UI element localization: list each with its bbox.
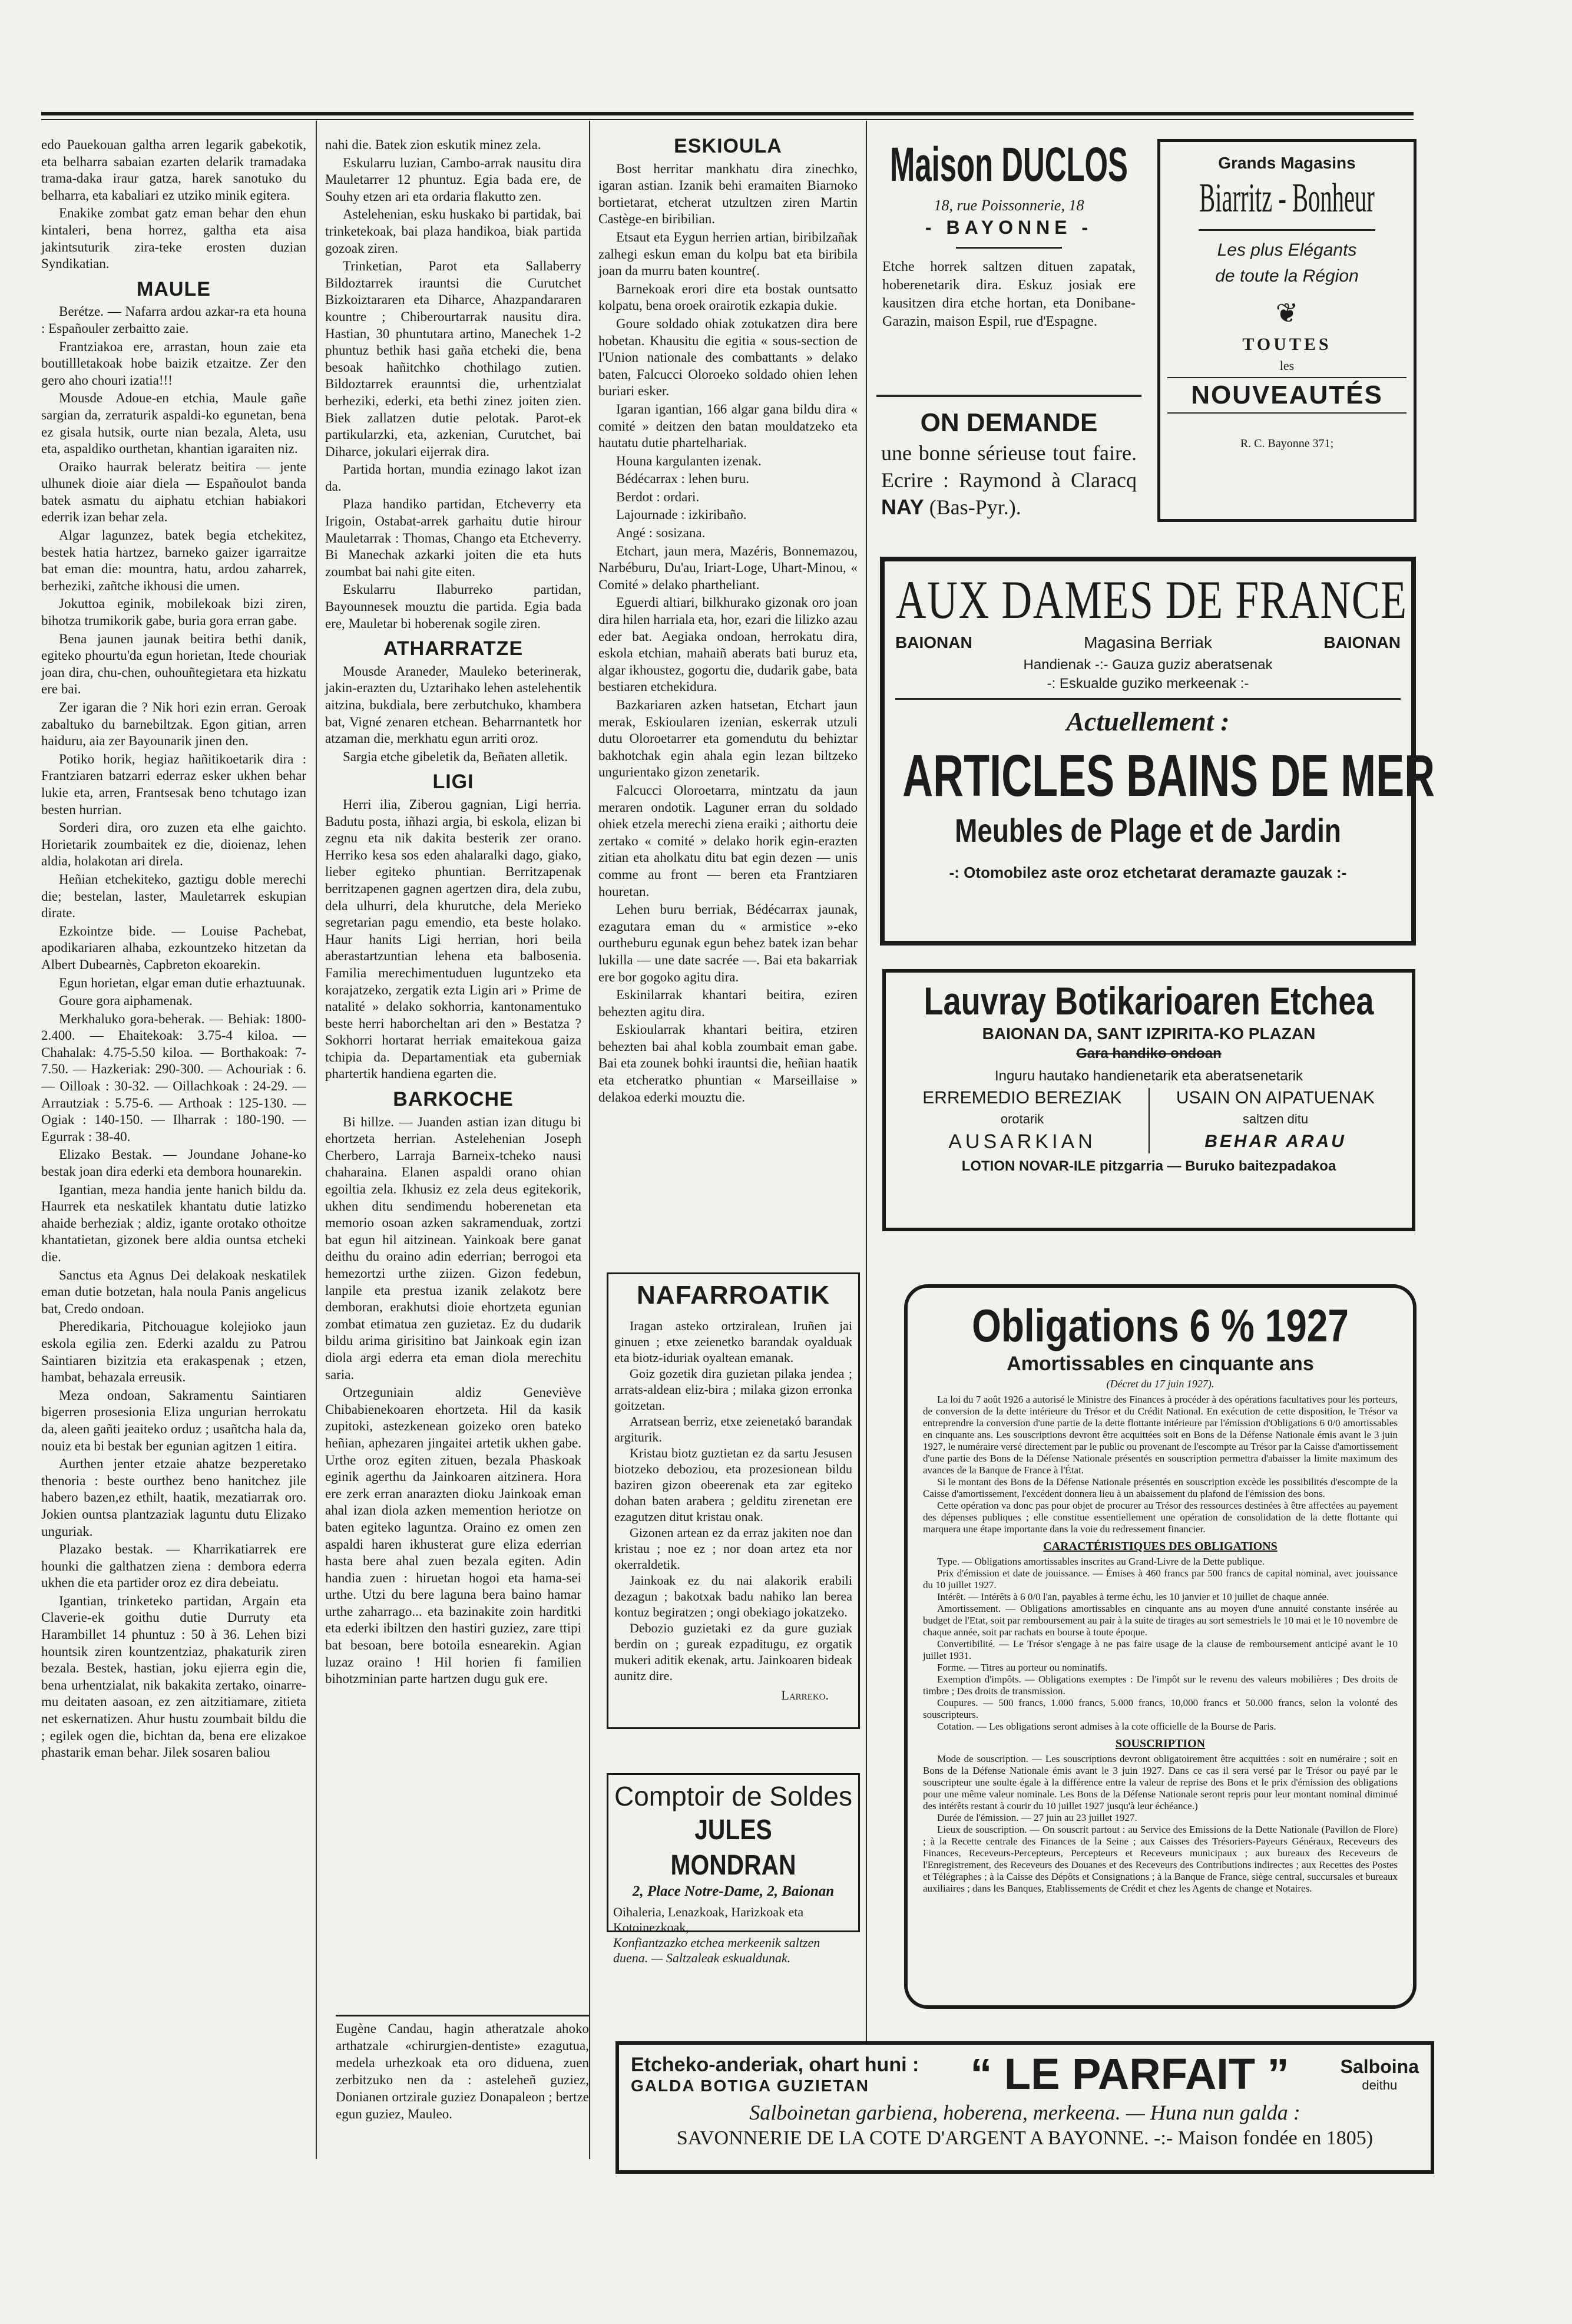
paragraph: Plaza handiko partidan, Etcheverry eta Irigoin, Ostabat-arrek garhaitu dutie hirour Mauletarrak : Thomas, Chango eta Etcheverry. Bi Manechak azkarki joiten die eta huts zoumbat bai nahi gite eiten. bbox=[325, 497, 581, 579]
ad-left bbox=[631, 2054, 919, 2095]
obligations-ad bbox=[904, 1284, 1417, 2009]
ad-line: Konfiantzazko etchea merkeenik saltzen duena. — Saltzaleak eskualdunak. bbox=[613, 1935, 820, 1965]
paragraph: Falcucci Oloroetarra, mintzatu da jaun meraren ondotik. Laguner erran du soldado ohiek etzela merechi ziena eraiki ; aithortu deie zertako « comité » delako horik egin-erazten zitian eta aholkatu ditu bat egin dezen — unis comme au front — beren eta Frantziaren houretan. bbox=[598, 782, 858, 899]
signature: Larreko. bbox=[781, 1688, 829, 1702]
ad-line: AUSARKIAN bbox=[948, 1130, 1096, 1153]
paragraph: Lehen buru berriak, Bédécarrax jaunak, ezagutara eman du « armistice »-eko ourtheburu egunak egun behez batek izan behar lukilla — une date sacrée —. Bai eta bakarriak ere bor gogoko agitu dira. bbox=[598, 902, 858, 984]
section-heading-eskioula: ESKIOULA bbox=[674, 135, 782, 157]
paragraph: Kristau biotz guztietan ez da sartu Jesusen biotzeko deboziou, eta prozesionean bildu baziren gizon obeerenak eta zar egiteko dohan baten arabera ; gelditu zirenetan ere ezagutzen ditut kristau onak. bbox=[614, 1446, 852, 1524]
paragraph: Etchart, jaun mera, Mazéris, Bonnemazou, Narbéburu, Du'au, Iriart-Loge, Uhart-Minou, « Comité » delako phartheliant. bbox=[598, 543, 858, 592]
paragraph: Berétze. — Nafarra ardou azkar-ra eta houna : Españouler zerbaitto zaie. bbox=[41, 304, 306, 336]
comptoir-de-soldes-ad bbox=[607, 1773, 860, 1965]
paragraph: Eskularru Ilaburreko partidan, Bayounnesek mouztu die partida. Egia bada ere, Mauletar bi hoberenak sogile ziren. bbox=[325, 582, 581, 631]
paragraph: Eguerdi altiari, bilkhurako gizonak oro joan dira hilen harriala eta, hor, ezari die lilizko azau eder bat. Aegiaka ondoan, herrokatu dira, eskola etchian, mahaiñ aberats bati buruz eta, algar ikhoustez, gogortu die, dudarik gabe, bata bestiaren etchekidura. bbox=[598, 595, 858, 695]
paragraph: Cotation. — Les obligations seront admises à la cote officielle de la Bourse de Paris. bbox=[937, 1721, 1276, 1732]
paragraph: Sanctus eta Agnus Dei delakoak neskatilek eman dutie botzetan, hala noula Panis angelicus bat, Credo ondoan. bbox=[41, 1267, 306, 1316]
lauvray-ad bbox=[882, 969, 1415, 1231]
paragraph: Potiko horik, hegiaz hañitikoetarik dira : Frantziaren batzarri ederraz esker ukhen behar lukie eta, arren, Frantsesak beno tchutago izan besten hurrian. bbox=[41, 751, 306, 817]
paragraph: La loi du 7 août 1926 a autorisé le Ministre des Finances à procéder à des opérations facultatives pour les porteurs, de conversion de la dette intérieure du Trésor et du Crédit National. En exécution de cette disposition, le Trésor va entreprendre la conversion d'une partie de la dette flottante intérieure par l'émission d'Obligations 6 0/0 amortissables en cinquante ans. Les souscriptions devront être acquittées soit en Bons de la Défense Nationale émis avant le 3 juin 1927, le numéraire versé directement par le public ou provenant de l'escompte au Trésor par la Caisse d'amortissement d'une partie des Bons de la Défense Nationale présentés en souscription permettra d'abaisser la limite maximum des avances de la Banque de France à l'État. bbox=[923, 1394, 1398, 1476]
ad-body bbox=[876, 439, 1141, 521]
paragraph: Durée de l'émission. — 27 juin au 23 juillet 1927. bbox=[937, 1812, 1137, 1823]
paragraph: Lieux de souscription. — On souscrit partout : au Service des Emissions de la Dette Nationale (Pavillon de Flore) ; à la Recette centrale des Finances de la Seine ; aux Caisses des Trésoriers-Payeurs Généraux, Receveurs des Finances, Receveurs-Percepteurs, Percepteurs et Receveurs municipaux ; aux bureaux des Receveurs de l'Enregistrement, des Receveurs des Douanes et des Receveurs des Contributions indirectes ; aux Recettes des Postes et Télégraphes ; à la Caisse des Dépôts et Consignations ; à la Banque de France, siège central, succursales et bureaux auxiliaires ; dans les Banques, Etablissements de Crédit et chez les Agents de change et Notaires. bbox=[923, 1824, 1398, 1894]
ad-name: JULES MONDRAN bbox=[670, 1814, 796, 1881]
ad-line: TOUTES bbox=[1242, 335, 1332, 354]
paragraph: Exemption d'impôts. — Obligations exemptes : De l'impôt sur le revenu des valeurs mobilières ; Des droits de timbre ; Des droits de transmission. bbox=[923, 1674, 1398, 1697]
ad-title: AUX DAMES DE FRANCE bbox=[895, 570, 1408, 630]
divider bbox=[956, 247, 1062, 249]
section-heading-atharratze: ATHARRATZE bbox=[383, 637, 524, 660]
paragraph: Bi hillze. — Juanden astian izan ditugu bi ehortzeta herrian. Astelehenian Joseph Cherbero, Larraja Barneix-tcheko nausi chaharaina. Elanen aspaldi orano ohian egoiltia zela. Ikhusiz ez zela deus egitekorik, ukhen ditu sendimendu hoberenetan eta memorio osoan azken sakramenduak, zortzi bat egun hil aitzinean. Yainkoak bere ganat deithu du oraino adin ederrian; berrogoi eta hemezortzi urthe ziizen. Gizon fedebun, lanpile eta prestua izanik zelakotz bere demboran, erakhutsi dioie ehortzeta egunian zombat etimatua zen guzietaz. Ez du dudarik bildu arima girisitino bat Jainkoak egin izan diola argi ederra eta eman diola merechitu saria. bbox=[325, 1114, 581, 1382]
paragraph: Algar lagunzez, batek begia etchekitez, bestek hatia hartzez, barneko gaizer igarraitze bat eman die: mountra, hatu, ardou zaharrek, berheziki, zañtche ikhousi die umen. bbox=[41, 528, 306, 593]
ad-brand: “ LE PARFAIT ” bbox=[970, 2049, 1289, 2098]
paragraph: Pheredikaria, Pitchouague kolejioko jaun eskola egilia zen. Ederki azaldu zu Patrou Saintiaren bizitzia eta erakaspenak ; etzen, hambat, behazala erreusik. bbox=[41, 1319, 306, 1385]
paragraph: Astelehenian, esku huskako bi partidak, bai trinketekoak, bai plaza handikoa, biak partida gozoak ziren. bbox=[325, 207, 581, 256]
paragraph: Eskularru luzian, Cambo-arrak nausitu dira Mauletarrer 12 phuntuz. Egia bada ere, de Souhy etzen ari eta ordaria flakutto zen. bbox=[325, 155, 581, 204]
ad-city: - BAYONNE - bbox=[925, 217, 1093, 238]
paragraph: Barnekoak erori dire eta bostak ountsatto kolpatu, bena oroek orairotik ezkapia dukie. bbox=[598, 281, 858, 313]
paragraph: Goure gora aiphamenak. bbox=[59, 993, 193, 1009]
paragraph: Berdot : ordari. bbox=[616, 489, 700, 504]
paragraph: Elizako Bestak. — Joundane Johane-ko bestak joan dira ederki eta dembora hounarekin. bbox=[41, 1147, 306, 1179]
paragraph: Igaran igantian, 166 algar gana bildu dira « comité » deitzen den batan mouldatzeko eta hautatu dutie phartelhariak. bbox=[598, 401, 858, 451]
ad-city: BAIONAN bbox=[1323, 633, 1401, 652]
paragraph: Frantziakoa ere, arrastan, houn zaie eta boutillletakoak hobe baizik etzaitze. Zer den gero aho chouri izatia!!! bbox=[41, 339, 306, 388]
ad-left bbox=[896, 1088, 1150, 1153]
paragraph: Bédécarrax : lehen buru. bbox=[616, 471, 750, 487]
ad-body: Etche horrek saltzen dituen zapatak, hoberenetarik dira. Eskuz josiak ere kausitzen dira etche hortan, eta Donibane-Garazin, maison Espil, rue d'Espagne. bbox=[882, 259, 1136, 329]
paragraph: Oraiko haurrak beleratz beitira — jente ulhunek dioie aiar diela — Españoulot banda batek asmatu du aiphatu etchian habiakori ederrik izan behar zela. bbox=[41, 459, 306, 525]
paragraph: Bost herritar mankhatu dira zinechko, igaran astian. Izanik behi eramaiten Biarnoko bortietarat, etcherat utzultzen ziren Martin Castège-en biribilian. bbox=[598, 161, 858, 227]
paragraph: Debozio guzietaki ez da gure guziak berdin on ; gureak ezpaditugu, ez orgatik mukeri aditik ekenak, artu. Jainkoaren bideak aunitz dire. bbox=[614, 1621, 852, 1683]
ad-body-text: une bonne sérieuse tout faire. Ecrire : Raymond à Claracq bbox=[881, 441, 1137, 492]
paragraph: Gizonen artean ez da erraz jakiten noe dan kristau ; noe ez ; nor doan artez eta nor okerraldetik. bbox=[614, 1525, 852, 1572]
ad-title: Lauvray Botikarioaren Etchea bbox=[924, 979, 1374, 1023]
ad-title: Obligations 6 % 1927 bbox=[972, 1300, 1349, 1351]
ad-line: deithu bbox=[1362, 2077, 1398, 2092]
ad-line: Salboinetan garbiena, hoberena, merkeena. — Huna nun galda : bbox=[749, 2101, 1300, 2124]
ad-line: Oihaleria, Lenazkoak, Harizkoak eta Kotoinezkoak, bbox=[613, 1905, 804, 1935]
paragraph: Ortzeguniain aldiz Geneviève Chibabienekoaren ehortzeta. Hil da kasik zupitoki, astezkenean goizeko oren bateko heñian, aphezaren jingaitei artetik ukhen gabe. Urthe oroz egiten zituen, bezala Phaskoak eginik agerthu da Jainkoaren aitzinera. Hora ere zerk erran anarazten dioku Jainkoak eman ahal izan diola azken memention heriotze on baten egiteko laguntza. Oraino ez omen zen aspaldi haren ikhusterat gure eliza ederrian hasta bere ahal zuen bezala egiten. Adin handia zuen : hiruetan hogoi eta hama-sei urthe. Utzi du bere laguna bera baino hamar urthe zaharrago... eta bazinakite zoin harditki eta ederki ibiltzen den hastiri guziez, zare ttipi bat besoan, bere botoila esnearekin. Agian luzaz oraino ! Hil horien fi familien bihotzminian parte hartzen dugu guk ere. bbox=[325, 1385, 581, 1687]
aux-dames-de-france-ad bbox=[880, 557, 1435, 946]
ad-line: les bbox=[1279, 358, 1295, 373]
paragraph: Sargia etche gibeletik da, Beñaten alletik. bbox=[343, 749, 568, 764]
paragraph: Ezkointze bide. — Louise Pachebat, apodikariaren alhaba, ezkountzeko hitzetan da Albert Dubearnès, Capbreton ekoarekin. bbox=[41, 923, 306, 972]
ad-right bbox=[1150, 1088, 1401, 1153]
ad-headline: ARTICLES BAINS DE MER bbox=[902, 743, 1435, 809]
paragraph: Partida hortan, mundia ezinago lakot izan da. bbox=[325, 462, 581, 494]
ad-line: orotarik bbox=[1000, 1112, 1044, 1126]
section-heading: SOUSCRIPTION bbox=[1115, 1737, 1206, 1750]
nafarroatik-article bbox=[607, 1272, 860, 1729]
paragraph: Mousde Adoue-en etchia, Maule gañe sargian da, zerraturik aspaldi-ko egunetan, bena ez gisala hutsik, ourte nian bezala, Aleta, usu eta, aspaldiko ourthetan, khantian igaraiten niz. bbox=[41, 391, 306, 457]
paragraph: Goiz gozetik dira guzietan pilaka jendea ; arrats-aldean eliz-bira ; milaka gizon erronka goitzetan. bbox=[614, 1366, 852, 1413]
ad-line: Inguru hautako handienetarik eta aberatsenetarik bbox=[994, 1068, 1303, 1084]
ad-line: Gara handiko ondoan bbox=[1076, 1046, 1222, 1062]
ad-line: Salboina bbox=[1340, 2055, 1419, 2077]
ad-address: 18, rue Poissonnerie, 18 bbox=[934, 197, 1084, 214]
ad-line: USAIN ON AIPATUENAK bbox=[1176, 1088, 1375, 1108]
ad-town: NAY bbox=[881, 495, 924, 519]
paragraph: Arratsean berriz, etxe zeienetakó barandak argiturik. bbox=[614, 1414, 852, 1444]
ad-line: Actuellement : bbox=[1066, 706, 1230, 736]
ad-sub-row bbox=[895, 633, 1401, 652]
paragraph: Goure soldado ohiak zotukatzen dira bere hobetan. Khausitu die egitia « sous-section de l'Union nationale des combattants » delako baten, Falcucci Oloroeko soldado ohien lehen buriari esker. bbox=[598, 316, 858, 399]
fleuron-icon: ❦ bbox=[1275, 298, 1299, 328]
ad-subtitle: Amortissables en cinquante ans bbox=[1007, 1353, 1314, 1375]
ad-registration: R. C. Bayonne 371; bbox=[1240, 437, 1334, 450]
paragraph: Etsaut eta Eygun herrien artian, biribilzañak zalhegi eskun eman du kolpu bat eta biribila joan da murru baten kountre(. bbox=[598, 229, 858, 279]
paragraph: Jokuttoa eginik, mobilekoak bizi ziren, bihotza trumikorik gabe, buria gora erran gabe. bbox=[41, 596, 306, 629]
paragraph: nahi die. Batek zion eskutik minez zela. bbox=[325, 137, 541, 152]
paragraph: Bazkariaren azken hatsetan, Etchart jaun merak, Eskioularen izenian, eskerrak utzuli dutu Oloroetarrer eta gomendutu du behiztar bakhotchak egin ahala egin lezan biltzeko ungurientako gizon zenetarik. bbox=[598, 697, 858, 780]
candau-notice bbox=[336, 2015, 589, 2123]
ad-line: Meubles de Plage et de Jardin bbox=[955, 812, 1341, 849]
ad-title: ON DEMANDE bbox=[920, 408, 1098, 437]
column-divider bbox=[589, 121, 590, 2159]
ad-line: GALDA BOTIGA GUZIETAN bbox=[631, 2076, 869, 2095]
paragraph: Jainkoak ez du nai alakorik erabili dezagun ; bakotxak badu nahiko lan berea kontuz begiratzen ; ongi obekiago jokatzeko. bbox=[614, 1573, 852, 1619]
section-heading-barkoche: BARKOCHE bbox=[393, 1088, 514, 1111]
maison-duclos-ad bbox=[876, 137, 1141, 372]
paragraph: Zer igaran die ? Nik hori ezin erran. Geroak zabaltuko du barnebiltzak. Egon gitian, arren haiduru, aia zer Bayounarik jinen den. bbox=[41, 700, 306, 749]
ad-footer: -: Otomobilez aste oroz etchetarat deramazte gauzak :- bbox=[949, 864, 1347, 881]
paragraph: Eskioularrak khantari beitira, etziren behezten bai ahal kobla zoumbait eman gabe. Bai eta zounek bohki irauntsi die, heñian haatik eta etcheratko phuntian « Marseillaise » delakoa ederki mouztu die. bbox=[598, 1022, 858, 1105]
paragraph: Egun horietan, elgar eman dutie erhaztuunak. bbox=[59, 975, 306, 990]
ad-two-cols bbox=[896, 1088, 1401, 1153]
ad-subtitle: Grands Magasins bbox=[1218, 154, 1356, 172]
paragraph: Angé : sosizana. bbox=[616, 525, 706, 541]
ad-line: Etcheko-anderiak, ohart huni : bbox=[631, 2053, 919, 2076]
paragraph: Amortissement. — Obligations amortissables en cinquante ans au moyen d'une annuité constante insérée au budget de l'Etat, soit par remboursement au pair à la suite de tirages au sort semestriels le 10 mai et le 10 novembre de chaque année, soit par rachats en bourse à toute époque. bbox=[923, 1603, 1398, 1638]
paragraph: Lajournade : izkiribaño. bbox=[616, 507, 747, 523]
paragraph: Coupures. — 500 francs, 1.000 francs, 5.000 francs, 10,000 francs et 50.000 francs, selon la volonté des souscripteurs. bbox=[923, 1697, 1398, 1720]
ad-line: saltzen ditu bbox=[1242, 1112, 1309, 1126]
paragraph: Herri ilia, Ziberou gagnian, Ligi herria. Badutu posta, iñhazi argia, bi eskola, elizan bi zegnu eta nik dakita besterik zer orano. Herriko kesa sos eden ahalaralki dago, giako, lieber egiteko phuntian. Berritzapenak berritzapenen gagnen agertzen dira, dela zubu, dela ulhurri, dela khurutche, dela Merieko segretarian pagu emendio, eta beste holako. Haur hanits Ligi herrian, hori beila aberastartzuntian lehena eta balbosenia. Familia merechimentuduen luguntzeko eta korajatzeko, zergatik ezta Ligin ari » Prime de natalité » delako sokhorria, kantonamentuko beste herri haborcheltan ari den » Bestatza ? Sokhorri hortarat herriak emaitekoua gaiza tchipia da. Departamentiak eta guberniak phartertik handiena egarten die. bbox=[325, 796, 581, 1082]
paragraph: Sorderi dira, oro zuzen eta elhe gaichto. Horietarik zoumbaitek ez die, dioienaz, lehen aldia, holakotan ari direla. bbox=[41, 820, 306, 869]
paragraph: Bena jaunen jaunak beitira bethi danik, egiteko phourtu'da egun horietan, Itede chouriak joan dira, chu-chen, ouhouñtegietara eta hizkatu ere bai. bbox=[41, 631, 306, 697]
on-demande-ad bbox=[876, 406, 1141, 536]
paragraph: Meza ondoan, Sakramentu Saintiaren bigerren prosesionia Eliza ungurian herrokatu da, aleen gañti jeaiteko orduz ; usañtcha hala da, nouiz eta bi bestak ber egunian agitzen 1 eitira. bbox=[41, 1387, 306, 1453]
top-rule bbox=[41, 112, 1414, 115]
paragraph: Iragan asteko ortziralean, Iruñen jai ginuen ; etxe zeienetko barandak oyalduak eta biotz-iduriak oyaltean emanak. bbox=[614, 1318, 852, 1365]
ad-title: Comptoir de Soldes bbox=[614, 1781, 852, 1811]
ad-headline: NOUVEAUTÉS bbox=[1167, 377, 1406, 414]
paragraph: Prix d'émission et date de jouissance. — Émises à 460 francs par 500 francs de capital nominal, avec jouissance du 10 juillet 1927. bbox=[923, 1568, 1398, 1591]
paragraph: Convertibilité. — Le Trésor s'engage à ne pas faire usage de la clause de remboursement anticipé avant le 10 juillet 1931. bbox=[923, 1638, 1398, 1661]
paragraph: Merkhaluko gora-beherak. — Behiak: 1800-2.400. — Ehaitekoak: 3.75-4 kiloa. — Chahalak: 4.75-5.50 kiloa. — Borthakoak: 7-7.50. — Hazkeriak: 290-300. — Achouriak : 6. — Oilloak : 30-32. — Oillachkoak : 24-29. — Arrautziak : 5.75-6. — Arthoak : 125-130. — Ogiak : 140-150. — Ilharrak : 180-190. — Egurrak : 38-40. bbox=[41, 1011, 306, 1144]
paragraph: Eskinilarrak khantari beitira, eziren behezten agitu dira. bbox=[598, 987, 858, 1019]
ad-line: BEHAR ARAU bbox=[1204, 1132, 1346, 1151]
ad-title: Maison DUCLOS bbox=[890, 138, 1128, 191]
paragraph: Forme. — Titres au porteur ou nominatifs. bbox=[937, 1662, 1107, 1673]
top-rule-thin bbox=[41, 119, 1414, 120]
column-2 bbox=[325, 137, 581, 2051]
ad-subtitle: Magasina Berriak bbox=[1084, 633, 1212, 652]
column-divider bbox=[866, 121, 867, 2159]
ad-footer: LOTION NOVAR-ILE pitzgarria — Buruko baitezpadakoa bbox=[961, 1158, 1336, 1174]
column-1 bbox=[41, 137, 306, 2324]
ad-right bbox=[1341, 2056, 1419, 2093]
paragraph: Trinketian, Parot eta Sallaberry Bildoztarrek irauntsi die Curutchet Bizkoiztararen eta Diharce, Ahazpandararen kountre ; Chiberourtarrak nausitu dira. Hastian, 30 phuntutara artino, Manechek 1-2 phuntuz bethik hasi gaña etcheki die, bena besoak hañitchko chothilago zutien. Bildoztarrek eraunntsi die, urhentzialat berheziki, ederki, eta bethi zinez joiten zien. Biek zallatzen dutie pelotak. Parot-ek partikularzki, eta, azkenian, Curutchet, bai Diharce, jokulari eijerrak dira. bbox=[325, 259, 581, 459]
divider bbox=[895, 698, 1401, 700]
ad-tagline: de toute la Région bbox=[1215, 266, 1359, 286]
section-heading-maule: MAULE bbox=[137, 277, 211, 300]
separator bbox=[876, 395, 1141, 397]
paragraph: Igantian, meza handia jente hanich bildu da. Haurrek eta neskatilek khantatu dutie latizko ahaide berheziak ; aldiz, igante orotako othoitze khantatietan, gizonek bere aldia ountsa etcheki die. bbox=[41, 1182, 306, 1264]
ad-address: 2, Place Notre-Dame, 2, Baionan bbox=[632, 1883, 835, 1899]
ad-subtitle: BAIONAN DA, SANT IZPIRITA-KO PLAZAN bbox=[982, 1024, 1316, 1043]
ad-title: Biarritz - Bonheur bbox=[1199, 176, 1375, 221]
paragraph: Intérêt. — Intérêts à 6 0/0 l'an, payables à terme échu, les 10 janvier et 10 juillet de chaque année. bbox=[937, 1591, 1329, 1602]
ad-footer: SAVONNERIE DE LA COTE D'ARGENT A BAYONNE. -:- Maison fondée en 1805) bbox=[676, 2127, 1374, 2149]
section-heading-nafarroatik: NAFARROATIK bbox=[637, 1281, 830, 1310]
paragraph: Mousde Araneder, Mauleko beterinerak, jakin-erazten du, Uztarihako lehen astelehentik aitzina, bukdiala, bere zerbutchuko, khambera bat, Vigné zenaren etchean. Beharrnantetk hor atzaman die, merkhatu egun arriti oroz. bbox=[325, 663, 581, 746]
biarritz-bonheur-ad bbox=[1157, 139, 1417, 522]
ad-line: -: Eskualde guziko merkeenak :- bbox=[1047, 676, 1249, 692]
paragraph: Heñian etchekiteko, gaztigu doble merechi die; bestelan, laster, Mauletarrek eskupian dirate. bbox=[41, 871, 306, 921]
paragraph: Plazako bestak. — Kharrikatiarrek ere hounki die galthatzen ziena : dembora ederra ukhen die eta partider oroz ez dira debeiatu. bbox=[41, 1542, 306, 1591]
ad-decree: (Décret du 17 juin 1927). bbox=[1106, 1378, 1214, 1390]
divider bbox=[1199, 229, 1375, 231]
ad-line: ERREMEDIO BEREZIAK bbox=[922, 1088, 1122, 1108]
ad-tagline: Les plus Elégants bbox=[1217, 240, 1357, 260]
paragraph: Enakike zombat gatz eman behar den ehun kintaleri, bena horrez, galtha eta aisa jakintsuturik zira-teke erosten duzian Syndikatian. bbox=[41, 206, 306, 272]
paragraph: Mode de souscription. — Les souscriptions devront obligatoirement être acquittées : soit en numéraire ; soit en Bons de la Défense Nationale émis avant le 3 juin 1927. Dans ce cas il sera versé par le Trésor ou payé par le souscripteur une soulte égale à la différence entre la valeur de reprise des Bons et le prix d'émission des obligations pour une même valeur nominale. Les Bons de la Défense Nationale seront repris pour leur montant nominal diminué des intérêts restant à courir du 10 juillet 1927 jusqu'à leur échéance.) bbox=[923, 1753, 1398, 1811]
paragraph: Si le montant des Bons de la Défense Nationale présentés en souscription excède les possibilités d'escompte de la Caisse d'amortissement, l'excédent donnera lieu à un abaissement du plafond de l'émission des bons. bbox=[923, 1476, 1398, 1499]
paragraph: Aurthen jenter etzaie ahatze bezperetako thenoria : beste ourthez beno hanitchez jile habero bazen,ez ethilt, haatik, mezatiarrak oro. Jokien ountsa plantzaziak laguntu dutu Elizako unguriak. bbox=[41, 1456, 306, 1539]
paragraph: Houna kargulanten izenak. bbox=[616, 453, 762, 468]
ad-city: BAIONAN bbox=[895, 633, 972, 652]
notice-text: Eugène Candau, hagin atheratzale ahoko arthatzale «chirurgien-dentiste» ezagutua, medela urhezkoak eta oro diduena, zuen zerbitzuko nen da : asteleheñ guziez, Donianen ortzirale guziez Donapaleon ; bertze egun guziez, Mauleo. bbox=[336, 2021, 589, 2121]
ad-top-row bbox=[631, 2049, 1419, 2099]
section-heading: CARACTÉRISTIQUES DES OBLIGATIONS bbox=[1043, 1540, 1278, 1553]
paragraph: Type. — Obligations amortissables inscrites au Grand-Livre de la Dette publique. bbox=[937, 1556, 1265, 1567]
paragraph: edo Pauekouan galtha arren legarik gabekotik, eta belharra sabaian ezarten delarik tramadaka trama-daka iraur gatza, harek sanotuko du belharra, eta kabaliari ez utziko minik egitera. bbox=[41, 137, 306, 203]
paragraph: Igantian, trinketeko partidan, Argain eta Claverie-ek goithu dutie Durruty eta Harambillet 14 phuntuz : 50 à 36. Lehen bizi hountsik ziren kountzentziaz, phakaturik ziren bezala. Bestek, hastian, joku ejierra egin die, bena urhentzialat, nik bakakita zertako, oinarre-mu deitaten aasoan, ez zen aitzitiamare, zitieta net eskernatizen. Ahur hustu zoumbait bildu die ; egilek ogen die, bichtan da, bena ere elizakoe phastarik eman behar. Jilek sosaren baliou bbox=[41, 1593, 306, 1760]
column-divider bbox=[316, 121, 317, 2159]
le-parfait-ad bbox=[615, 2041, 1434, 2174]
ad-body-end: (Bas-Pyr.). bbox=[929, 495, 1021, 519]
paragraph: Cette opération va donc pas pour objet de procurer au Trésor des ressources destinées à être affectées au payement des dépenses publiques ; elle constitue essentiellement une opération de consolidation de la dette flottante qui marquera une étape importante dans la voie du redressement financier. bbox=[923, 1500, 1398, 1535]
section-heading-ligi: LIGI bbox=[432, 771, 474, 794]
ad-line: Handienak -:- Gauza guziz aberatsenak bbox=[1023, 657, 1273, 673]
